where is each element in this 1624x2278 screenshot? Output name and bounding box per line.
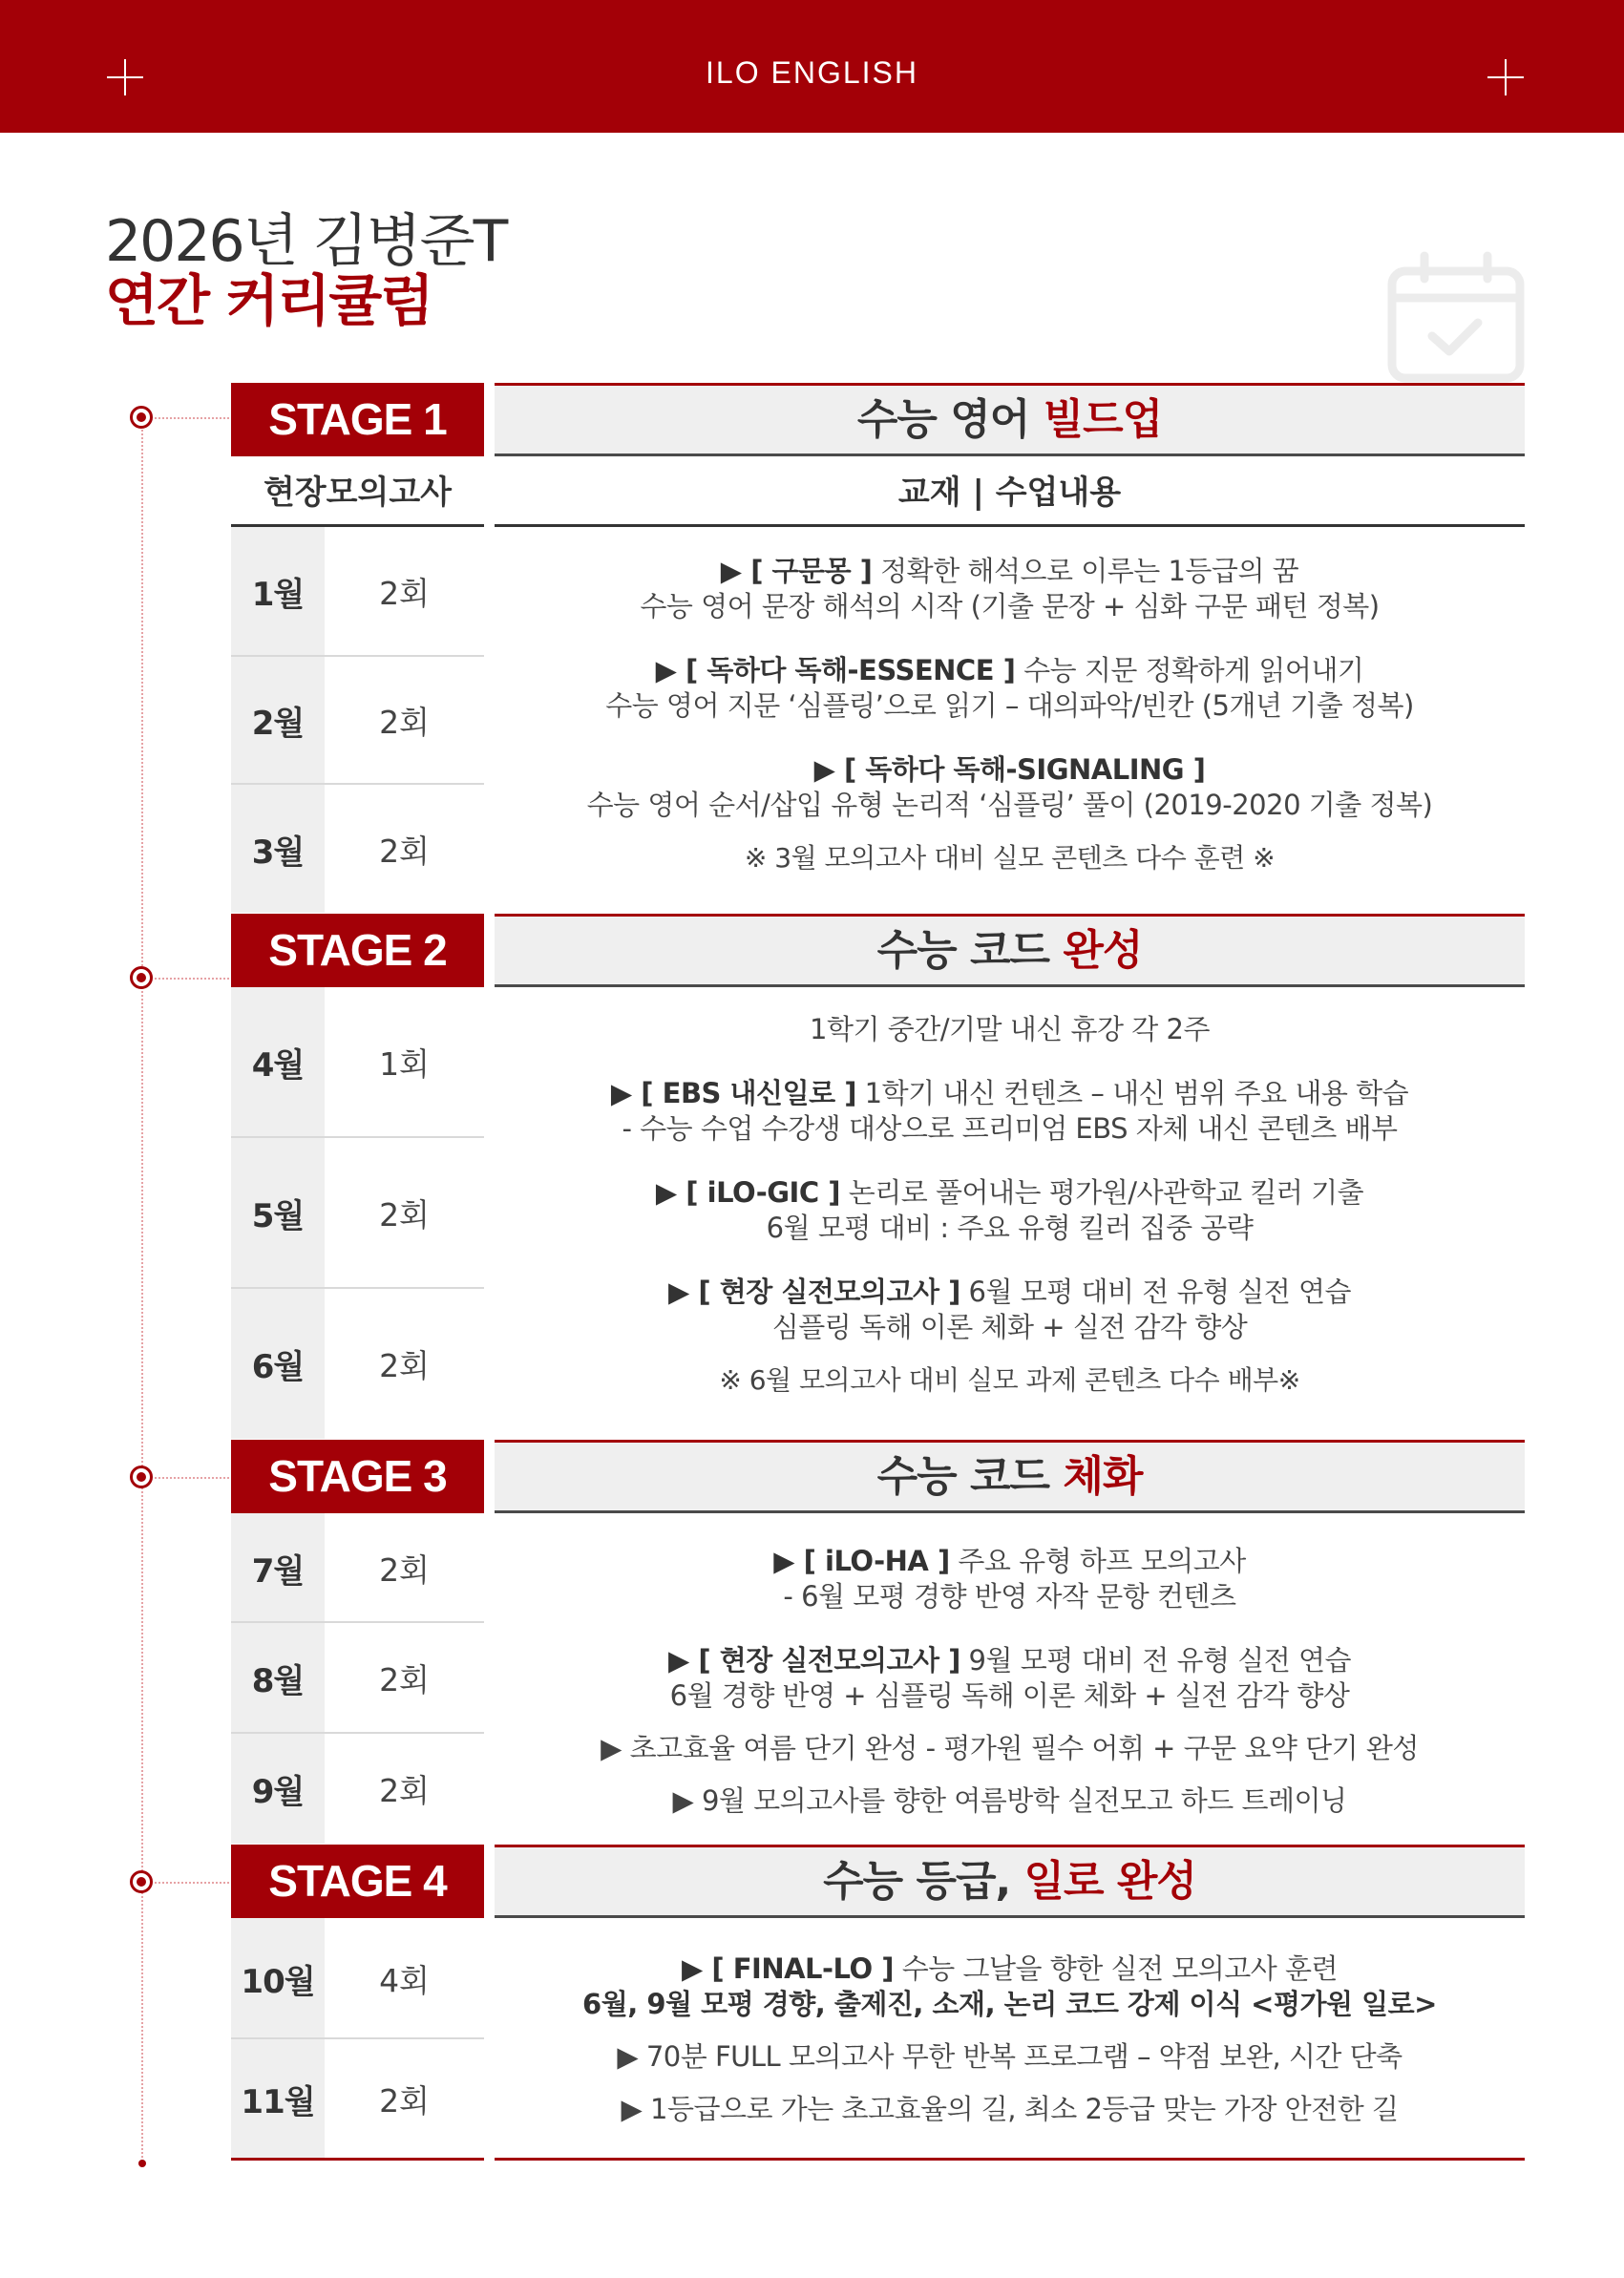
month-cell: 7월 [231, 1513, 325, 1622]
stage-label: STAGE 4 [231, 1845, 484, 1918]
stage-3-content: ▶ [ iLO-HA ] 주요 유형 하프 모의고사 - 6월 모평 경향 반영 자작 문항 컨텐츠 ▶ [ 현장 실전모의고사 ] 9월 모평 대비 전 유형 실전 연습 6월 경향 반영 + 심플링 독해 이론 체화 + 실전 감각 향상 ▶ 초고효율 여름 단기 완성 - 평가원 필수 어휘 + 구문 요약 단기 완성 ▶ 9월 모의고사를 향한 여름방학 실전모고 하드 트레이닝 [601, 1545, 1419, 1817]
session-count: 2회 [379, 575, 430, 612]
stage-4-content: ▶ [ FINAL-LO ] 수능 그날을 향한 실전 모의고사 훈련 6월, 9월 모평 경향, 출제진, 소재, 논리 코드 강제 이식 <평가원 일로> ▶ 70분 FULL 모의고사 무한 반복 프로그램 – 약점 보완, 시간 단축 ▶ 1등급으로 가는 초고효율의 길, 최소 2등급 맞는 가장 안전한 길 [582, 1952, 1437, 2125]
header-rule [495, 524, 1525, 527]
page-title-main: 연간 커리큘럼 [105, 268, 432, 333]
stage-label: STAGE 1 [231, 383, 484, 456]
calendar-check-icon [1384, 250, 1528, 384]
timeline-dot [130, 966, 153, 989]
session-count: 2회 [379, 1196, 430, 1234]
bottom-rule [231, 2158, 484, 2161]
month-cell: 11월 [231, 2039, 325, 2158]
timeline-dot [130, 406, 153, 429]
month-cell: 5월 [231, 1138, 325, 1288]
month-cell: 1월 [231, 527, 325, 656]
timeline-connector [155, 1882, 229, 1884]
column-header-right: 교재 | 수업내용 [897, 474, 1122, 512]
stage-1-content: ▶ [ 구문몽 ] 정확한 해석으로 이루는 1등급의 꿈 수능 영어 문장 해석의 시작 (기출 문장 + 심화 구문 패턴 정복) ▶ [ 독하다 독해-ESSENCE ] 수능 지문 정확하게 읽어내기 수능 영어 지문 ‘심플링’으로 읽기 – 대의파악/빈칸 (5개년 기출 정복) ▶ [ 독하다 독해-SIGNALING ] 수능 영어 순서/삽입 유형 논리적 ‘심플링’ 풀이 (2019-2020 기출 정복) ※ 3월 모의고사 대비 실모 콘텐츠 다수 훈련 ※ [586, 555, 1433, 874]
month-cell: 9월 [231, 1734, 325, 1844]
timeline-dot [130, 1466, 153, 1488]
stage-heading: 수능 코드 체화 [495, 1440, 1525, 1513]
stage-heading: 수능 코드 완성 [495, 914, 1525, 987]
stage-heading: 수능 등급, 일로 완성 [495, 1845, 1525, 1918]
timeline-connector [155, 417, 229, 419]
timeline-line [141, 418, 143, 2165]
session-count: 2회 [379, 1550, 430, 1589]
timeline-dot [130, 1870, 153, 1893]
month-cell: 8월 [231, 1623, 325, 1733]
session-count: 2회 [379, 704, 430, 741]
bottom-rule [495, 2158, 1525, 2161]
session-count: 2회 [379, 1772, 430, 1809]
plus-icon [1487, 59, 1524, 95]
month-cell: 10월 [231, 1918, 325, 2038]
month-cell: 6월 [231, 1289, 325, 1439]
stage-2-content: 1학기 중간/기말 내신 휴강 각 2주 ▶ [ EBS 내신일로 ] 1학기 내신 컨텐츠 – 내신 범위 주요 내용 학습 - 수능 수업 수강생 대상으로 프리미엄 EBS 자체 내신 콘텐츠 배부 ▶ [ iLO-GIC ] 논리로 풀어내는 평가원/사관학교 킬러 기출 6월 모평 대비 : 주요 유형 킬러 집중 공략 ▶ [ 현장 실전모의고사 ] 6월 모평 대비 전 유형 실전 연습 심플링 독해 이론 체화 + 실전 감각 향상 ※ 6월 모의고사 대비 실모 과제 콘텐츠 다수 배부※ [610, 1013, 1409, 1396]
top-bar [0, 0, 1624, 133]
session-count: 2회 [379, 2081, 430, 2120]
brand-title: ILO ENGLISH [706, 55, 918, 90]
timeline-connector [155, 978, 229, 980]
session-count: 2회 [379, 832, 430, 870]
column-header-left: 현장모의고사 [263, 474, 453, 512]
month-cell: 4월 [231, 987, 325, 1137]
timeline-connector [155, 1477, 229, 1479]
session-count: 2회 [379, 1347, 430, 1384]
month-cell: 2월 [231, 657, 325, 784]
stage-heading: 수능 영어 빌드업 [495, 383, 1525, 456]
month-cell: 3월 [231, 785, 325, 913]
timeline-end-dot [138, 2160, 146, 2167]
session-count: 1회 [379, 1045, 430, 1083]
stage-label: STAGE 3 [231, 1440, 484, 1513]
stage-label: STAGE 2 [231, 914, 484, 987]
session-count: 2회 [379, 1661, 430, 1698]
page-title-year: 2026년 김병준T [105, 208, 507, 275]
session-count: 4회 [379, 1961, 430, 1999]
